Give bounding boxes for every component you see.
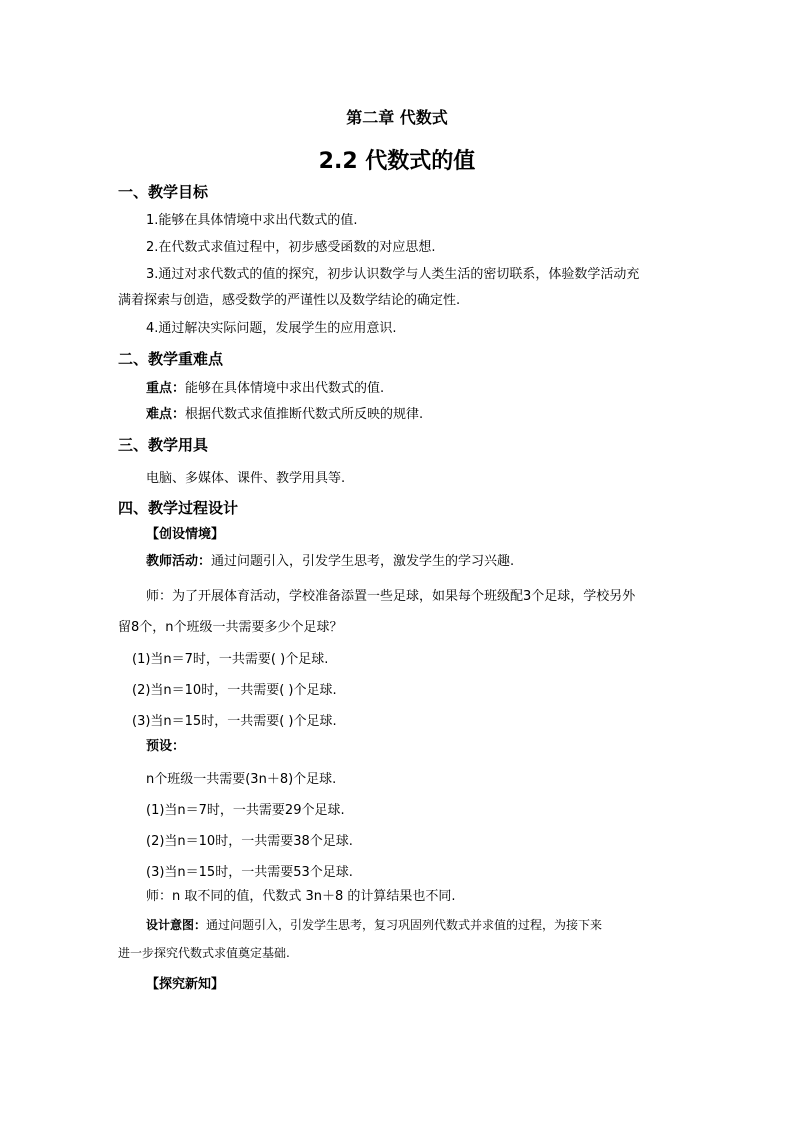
answer-item: (3)当n＝15时，一共需要53个足球.	[146, 865, 353, 880]
objective-item: 3.通过对求代数式的值的探究，初步认识数学与人类生活的密切联系，体验数学活动充	[146, 267, 640, 282]
difficult-point	[146, 406, 423, 424]
subsection-explore: 【探究新知】	[146, 977, 225, 992]
key-point-text: 能够在具体情境中求出代数式的值.	[185, 381, 385, 396]
key-point-label: 重点：	[146, 381, 186, 396]
question-item: (2)当n＝10时，一共需要( )个足球.	[132, 683, 337, 698]
design-intent	[146, 916, 602, 934]
preset-line: n个班级一共需要(3n＋8)个足球.	[146, 772, 337, 787]
section-heading-tools: 三、教学用具	[118, 436, 209, 454]
teacher-note: 师：n 取不同的值，代数式 3n＋8 的计算结果也不同.	[146, 889, 456, 904]
key-point	[146, 380, 384, 398]
objective-item: 4.通过解决实际问题，发展学生的应用意识.	[146, 321, 397, 336]
design-intent-label: 设计意图：	[146, 918, 207, 932]
subsection-create-scenario: 【创设情境】	[146, 527, 225, 542]
chapter-title: 第二章 代数式	[346, 108, 448, 127]
objective-item: 1.能够在具体情境中求出代数式的值.	[146, 213, 358, 228]
objective-item-continued: 满着探索与创造，感受数学的严谨性以及数学结论的确定性.	[118, 293, 461, 308]
question-line-continued: 留8个，n个班级一共需要多少个足球？	[118, 620, 343, 635]
lesson-title: 2.2 代数式的值	[318, 149, 476, 174]
answer-item: (1)当n＝7时，一共需要29个足球.	[146, 803, 345, 818]
teacher-activity-label: 教师活动：	[146, 554, 212, 569]
preset-label: 预设：	[146, 739, 186, 754]
difficult-point-label: 难点：	[146, 407, 186, 422]
objective-item: 2.在代数式求值过程中，初步感受函数的对应思想.	[146, 240, 436, 255]
answer-item: (2)当n＝10时，一共需要38个足球.	[146, 834, 353, 849]
design-intent-text: 通过问题引入，引发学生思考，复习巩固列代数式并求值的过程，为接下来	[206, 918, 603, 932]
section-heading-objectives: 一、教学目标	[118, 183, 209, 201]
section-heading-key-points: 二、教学重难点	[118, 350, 224, 368]
tools-text: 电脑、多媒体、课件、教学用具等.	[146, 471, 346, 486]
question-item: (3)当n＝15时，一共需要( )个足球.	[132, 714, 337, 729]
design-intent-continued: 进一步探究代数式求值奠定基础.	[118, 946, 290, 960]
teacher-activity-text: 通过问题引入，引发学生思考，激发学生的学习兴趣.	[211, 554, 515, 569]
teacher-activity	[146, 553, 514, 571]
difficult-point-text: 根据代数式求值推断代数式所反映的规律.	[185, 407, 424, 422]
question-line: 师：为了开展体育活动，学校准备添置一些足球，如果每个班级配3个足球，学校另外	[146, 589, 636, 604]
section-heading-process: 四、教学过程设计	[118, 499, 239, 517]
question-item: (1)当n＝7时，一共需要( )个足球.	[132, 652, 329, 667]
